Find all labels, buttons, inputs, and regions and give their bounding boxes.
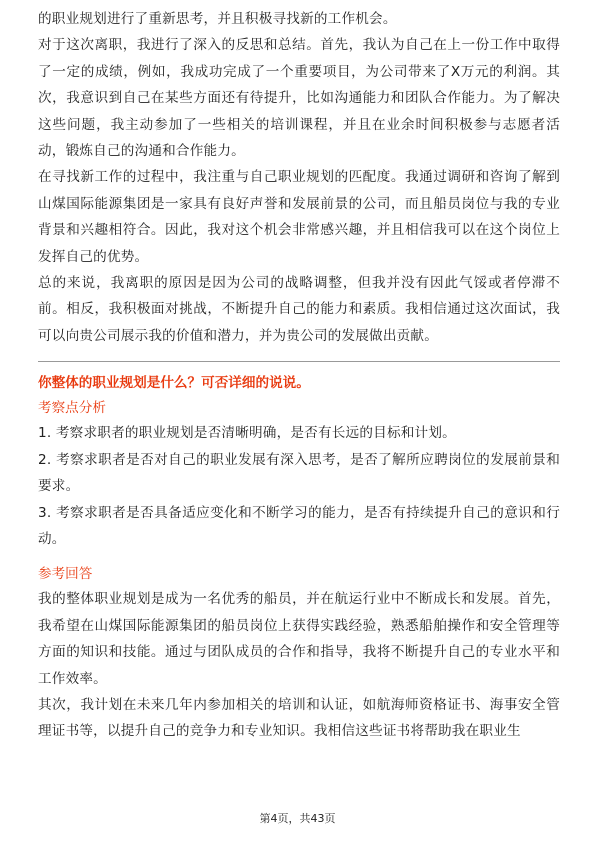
section-divider [38,361,560,362]
paragraph: 对于这次离职，我进行了深入的反思和总结。首先，我认为自己在上一份工作中取得了一定的成绩，例如，我成功完成了一个重要项目，为公司带来了X万元的利润。其次，我意识到自己在某些方面还有待提升，比如沟通能力和团队合作能力。为了解决这些问题，我主动参加了一些相关的培训课程，并且在业余时间积极参与志愿者活动，锻炼自己的沟通和合作能力。 [38,37,560,160]
paragraph: 的职业规划进行了重新思考，并且积极寻找新的工作机会。 [38,11,397,27]
analysis-item: 3. 考察求职者是否具备适应变化和不断学习的能力，是否有持续提升自己的意识和行动。 [38,504,560,547]
analysis-item: 2. 考察求职者是否对自己的职业发展有深入思考，是否了解所应聘岗位的发展前景和要求。 [38,451,560,495]
answer-title: 参考回答 [38,566,93,583]
document-page [38,6,560,745]
analysis-item: 1. 考察求职者的职业规划是否清晰明确，是否有长远的目标和计划。 [38,425,456,442]
question-heading: 你整体的职业规划是什么？可否详细的说说。 [38,375,310,392]
answer-paragraph: 我的整体职业规划是成为一名优秀的船员，并在航运行业中不断成长和发展。首先，我希望在山煤国际能源集团的船员岗位上获得实践经验，熟悉船舶操作和安全管理等方面的知识和技能。通过与团队成员的合作和指导，我将不断提升自己的专业水平和工作效率。 [38,591,560,687]
answer-paragraph: 其次，我计划在未来几年内参加相关的培训和认证，如航海师资格证书、海事安全管理证书等，以提升自己的竞争力和专业知识。我相信这些证书将帮助我在职业生 [38,696,560,740]
page-number: 第4页，共43页 [259,812,336,825]
analysis-title: 考察点分析 [38,400,106,417]
paragraph: 总的来说，我离职的原因是因为公司的战略调整，但我并没有因此气馁或者停滞不前。相反，我积极面对挑战，不断提升自己的能力和素质。我相信通过这次面试，我可以向贵公司展示我的价值和潜力，并为贵公司的发展做出贡献。 [38,275,560,344]
paragraph: 在寻找新工作的过程中，我注重与自己职业规划的匹配度。我通过调研和咨询了解到山煤国际能源集团是一家具有良好声誉和发展前景的公司，而且船员岗位与我的专业背景和兴趣相符合。因此，我对这个机会非常感兴趣，并且相信我可以在这个岗位上发挥自己的优势。 [38,169,560,265]
